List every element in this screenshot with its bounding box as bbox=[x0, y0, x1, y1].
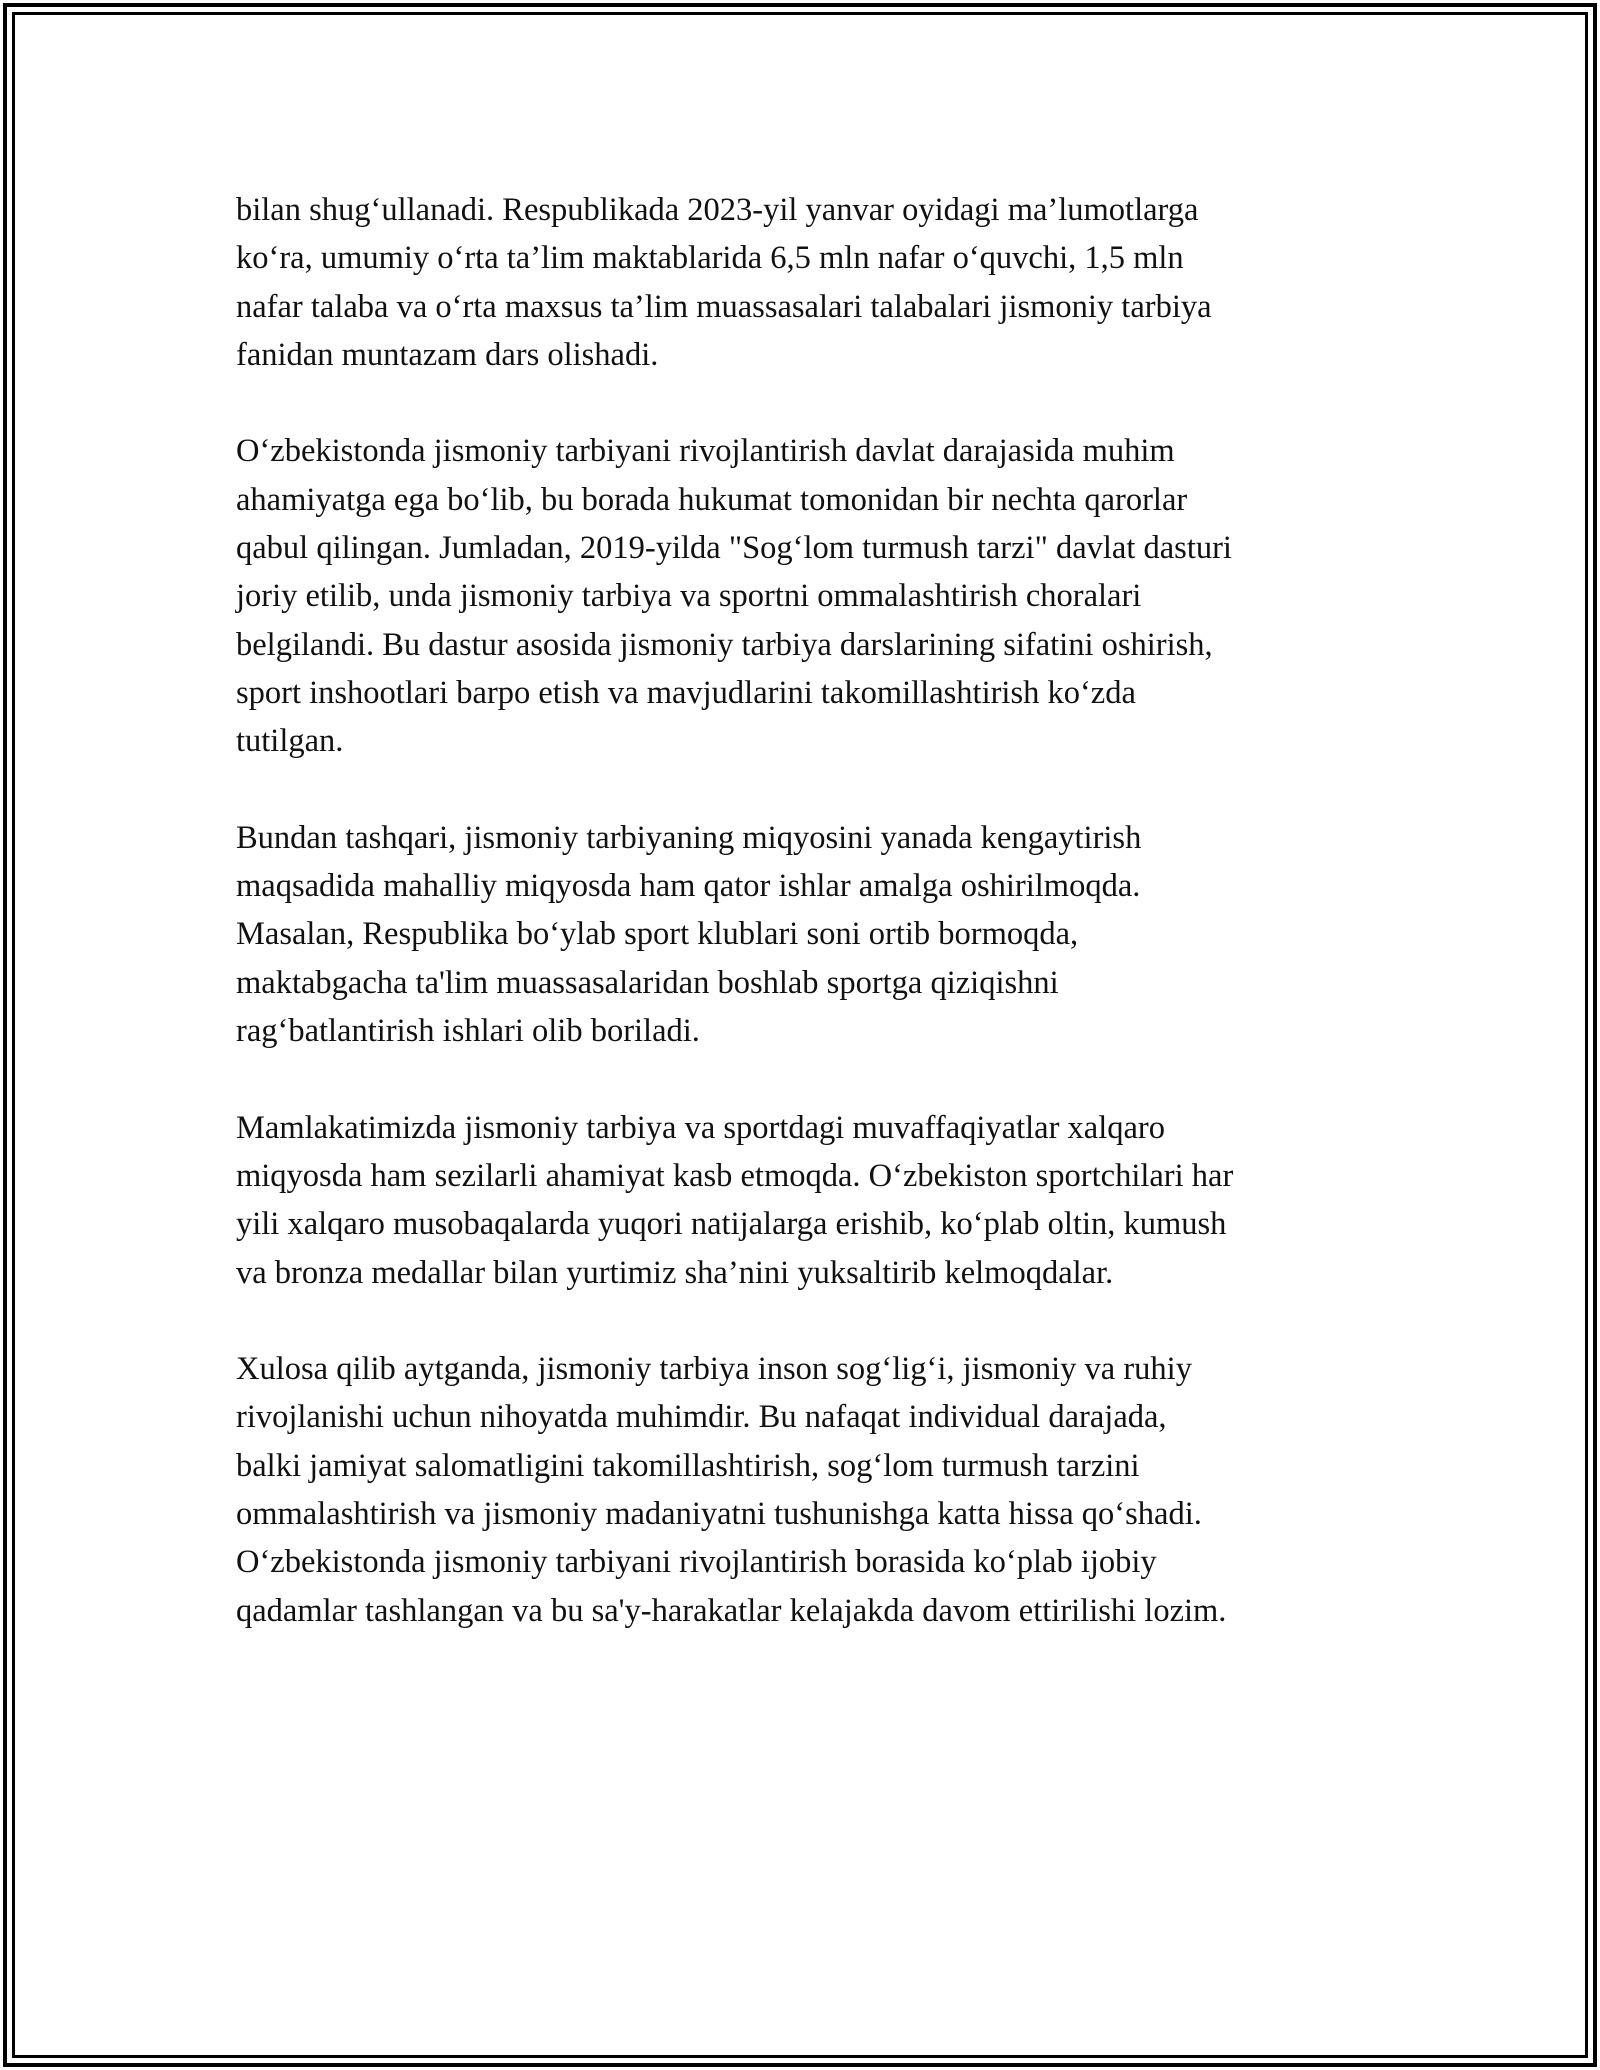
text-line: qadamlar tashlangan va bu sa'y-harakatlar kelajakda davom ettirilishi lozim. bbox=[236, 1592, 1227, 1629]
text-line: Xulosa qilib aytganda, jismoniy tarbiya inson sog‘lig‘i, jismoniy va ruhiy bbox=[236, 1351, 1192, 1388]
text-line: nafar talaba va o‘rta maxsus ta’lim muassasalari talabalari jismoniy tarbiya bbox=[236, 288, 1212, 325]
text-line: maktabgacha ta'lim muassasalaridan boshlab sportga qiziqishni bbox=[236, 964, 1059, 1001]
text-line: joriy etilib, unda jismoniy tarbiya va sportni ommalashtirish choralari bbox=[236, 578, 1142, 615]
text-line: Bundan tashqari, jismoniy tarbiyaning miqyosini yanada kengaytirish bbox=[236, 819, 1142, 856]
text-line: ommalashtirish va jismoniy madaniyatni tushunishga katta hissa qo‘shadi. bbox=[236, 1496, 1202, 1533]
text-line: fanidan muntazam dars olishadi. bbox=[236, 336, 659, 373]
text-line: O‘zbekistonda jismoniy tarbiyani rivojlantirish borasida ko‘plab ijobiy bbox=[236, 1544, 1157, 1581]
text-line: Mamlakatimizda jismoniy tarbiya va sportdagi muvaffaqiyatlar xalqaro bbox=[236, 1109, 1165, 1146]
text-line: balki jamiyat salomatligini takomillashtirish, sog‘lom turmush tarzini bbox=[236, 1447, 1140, 1484]
text-line: rivojlanishi uchun nihoyatda muhimdir. Bu nafaqat individual darajada, bbox=[236, 1399, 1167, 1436]
paragraph bbox=[236, 814, 1366, 1055]
document-body bbox=[236, 186, 1366, 1683]
text-line: rag‘batlantirish ishlari olib boriladi. bbox=[236, 1013, 700, 1050]
text-line: yili xalqaro musobaqalarda yuqori natijalarga erishib, ko‘plab oltin, kumush bbox=[236, 1206, 1227, 1243]
paragraph bbox=[236, 186, 1366, 379]
paragraph bbox=[236, 427, 1366, 765]
text-line: tutilgan. bbox=[236, 723, 344, 760]
paragraph bbox=[236, 1345, 1366, 1635]
text-line: Masalan, Respublika bo‘ylab sport klublari soni ortib bormoqda, bbox=[236, 916, 1079, 953]
text-line: va bronza medallar bilan yurtimiz sha’nini yuksaltirib kelmoqdalar. bbox=[236, 1254, 1114, 1291]
text-line: bilan shug‘ullanadi. Respublikada 2023-yil yanvar oyidagi ma’lumotlarga bbox=[236, 192, 1199, 228]
text-line: miqyosda ham sezilarli ahamiyat kasb etmoqda. O‘zbekiston sportchilari har bbox=[236, 1157, 1234, 1194]
text-line: belgilandi. Bu dastur asosida jismoniy tarbiya darslarining sifatini oshirish, bbox=[236, 626, 1213, 663]
paragraph bbox=[236, 1104, 1366, 1297]
text-line: maqsadida mahalliy miqyosda ham qator ishlar amalga oshirilmoqda. bbox=[236, 868, 1141, 905]
text-line: sport inshootlari barpo etish va mavjudlarini takomillashtirish ko‘zda bbox=[236, 674, 1136, 711]
text-line: ahamiyatga ega bo‘lib, bu borada hukumat tomonidan bir nechta qarorlar bbox=[236, 481, 1188, 518]
text-line: O‘zbekistonda jismoniy tarbiyani rivojlantirish davlat darajasida muhim bbox=[236, 433, 1175, 470]
text-line: qabul qilingan. Jumladan, 2019-yilda "Sog‘lom turmush tarzi" davlat dasturi bbox=[236, 530, 1232, 567]
text-line: ko‘ra, umumiy o‘rta ta’lim maktablarida 6,5 mln nafar o‘quvchi, 1,5 mln bbox=[236, 240, 1184, 277]
